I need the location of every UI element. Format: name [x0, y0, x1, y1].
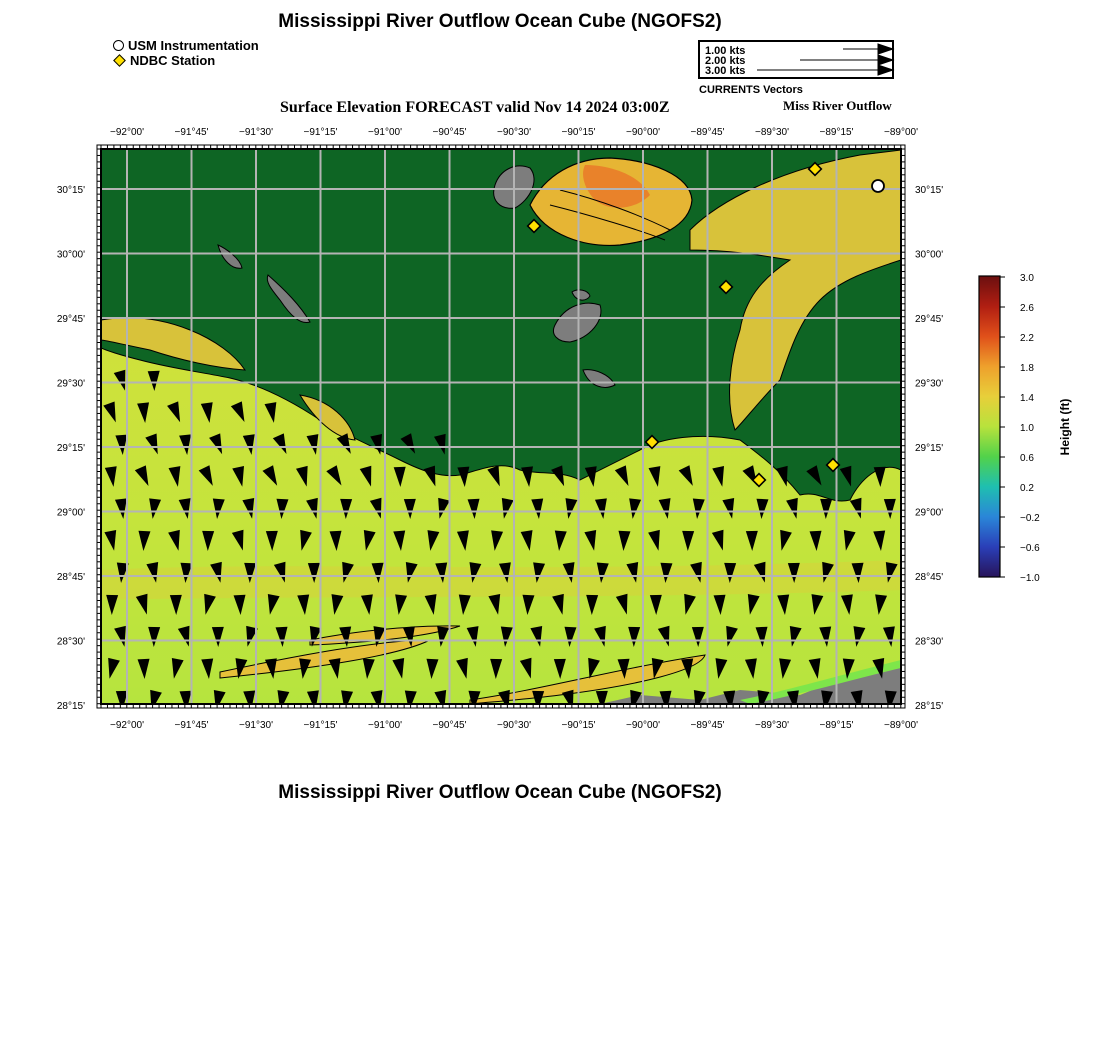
lat-tick-label: 29°30'	[56, 378, 85, 390]
lon-tick-label: −89°15'	[819, 127, 854, 138]
lon-tick-label: −91°15'	[303, 127, 338, 138]
lon-tick-label: −90°00'	[626, 720, 660, 731]
map-subtitle: Surface Elevation FORECAST valid Nov 14 2024 03:00Z	[280, 99, 670, 116]
lon-tick-label: −92°00'	[110, 720, 144, 731]
colorbar-tick-label: 1.8	[1020, 363, 1034, 374]
vector-key-label-1: 1.00 kts	[705, 45, 746, 57]
lat-tick-label: 29°00'	[915, 507, 944, 519]
colorbar-tick-label: 0.6	[1020, 453, 1034, 464]
legend-ndbc-label: NDBC Station	[130, 53, 216, 68]
lat-tick-label: 30°00'	[915, 249, 944, 261]
lon-tick-label: −89°45'	[690, 127, 725, 138]
lon-labels-top	[110, 127, 918, 138]
lat-tick-label: 28°30'	[915, 636, 944, 648]
circle-icon	[113, 40, 124, 51]
lat-tick-label: 28°30'	[56, 636, 85, 648]
lon-tick-label: −90°15'	[561, 720, 596, 731]
lat-tick-label: 29°15'	[56, 443, 85, 454]
lon-tick-label: −90°30'	[497, 127, 531, 138]
lon-tick-label: −90°00'	[626, 127, 660, 138]
lat-labels-right	[915, 185, 943, 712]
colorbar-tick-label: 0.2	[1020, 483, 1034, 494]
colorbar-tick-label: 1.4	[1020, 393, 1034, 404]
lat-tick-label: 30°00'	[56, 249, 85, 261]
colorbar-tick-label: −1.0	[1020, 573, 1040, 584]
lon-tick-label: −89°00'	[884, 720, 918, 731]
colorbar-tick-label: −0.6	[1020, 543, 1040, 554]
lon-tick-label: −90°15'	[561, 127, 596, 138]
vector-key-box	[698, 40, 894, 79]
lon-tick-label: −89°00'	[884, 127, 918, 138]
lon-tick-label: −91°15'	[303, 720, 338, 731]
legend-ndbc	[113, 53, 215, 68]
lat-tick-label: 29°45'	[915, 314, 944, 325]
legend-usm	[113, 38, 259, 53]
lon-tick-label: −90°45'	[432, 127, 467, 138]
lon-tick-label: −89°15'	[819, 720, 854, 731]
lat-tick-label: 29°45'	[56, 314, 85, 325]
lon-tick-label: −90°45'	[432, 720, 467, 731]
colorbar	[979, 276, 1000, 577]
figure-title-bottom: Mississippi River Outflow Ocean Cube (NGOFS2)	[278, 782, 722, 803]
lat-tick-label: 28°15'	[56, 701, 85, 712]
lat-labels-left	[57, 185, 85, 712]
lon-tick-label: −91°45'	[174, 720, 209, 731]
lon-tick-label: −89°30'	[755, 720, 789, 731]
vector-key-label-3: 3.00 kts	[705, 65, 746, 77]
lon-tick-label: −92°00'	[110, 127, 144, 138]
lat-tick-label: 28°45'	[915, 572, 944, 583]
lon-tick-label: −89°30'	[755, 127, 789, 138]
vector-key-label-2: 2.00 kts	[705, 55, 746, 67]
lon-tick-label: −90°30'	[497, 720, 531, 731]
region-label: Miss River Outflow	[783, 98, 892, 113]
lat-tick-label: 29°30'	[915, 378, 944, 390]
colorbar-tick-label: 2.2	[1020, 333, 1034, 344]
lon-tick-label: −91°00'	[368, 127, 402, 138]
lat-tick-label: 29°00'	[56, 507, 85, 519]
lon-tick-label: −91°30'	[239, 720, 273, 731]
colorbar-tick-label: 2.6	[1020, 303, 1034, 314]
lat-tick-label: 28°15'	[915, 701, 944, 712]
vector-key-caption: CURRENTS Vectors	[699, 84, 803, 96]
colorbar-tick-label: 3.0	[1020, 273, 1034, 284]
lon-tick-label: −91°30'	[239, 127, 273, 138]
colorbar-ticks	[1000, 273, 1040, 584]
lon-tick-label: −89°45'	[690, 720, 725, 731]
lon-tick-label: −91°00'	[368, 720, 402, 731]
diamond-icon	[113, 54, 126, 67]
lat-tick-label: 29°15'	[915, 443, 944, 454]
colorbar-tick-label: −0.2	[1020, 513, 1040, 524]
colorbar-label: Height (ft)	[1058, 398, 1072, 456]
lat-tick-label: 30°15'	[915, 185, 944, 196]
figure-title-top: Mississippi River Outflow Ocean Cube (NGOFS2)	[278, 11, 722, 32]
lon-labels-bottom	[110, 720, 918, 731]
usm-instrument-marker[interactable]	[872, 180, 884, 192]
lat-tick-label: 30°15'	[56, 185, 85, 196]
lon-tick-label: −91°45'	[174, 127, 209, 138]
colorbar-tick-label: 1.0	[1020, 423, 1034, 434]
lat-tick-label: 28°45'	[56, 572, 85, 583]
legend-usm-label: USM Instrumentation	[128, 38, 259, 53]
